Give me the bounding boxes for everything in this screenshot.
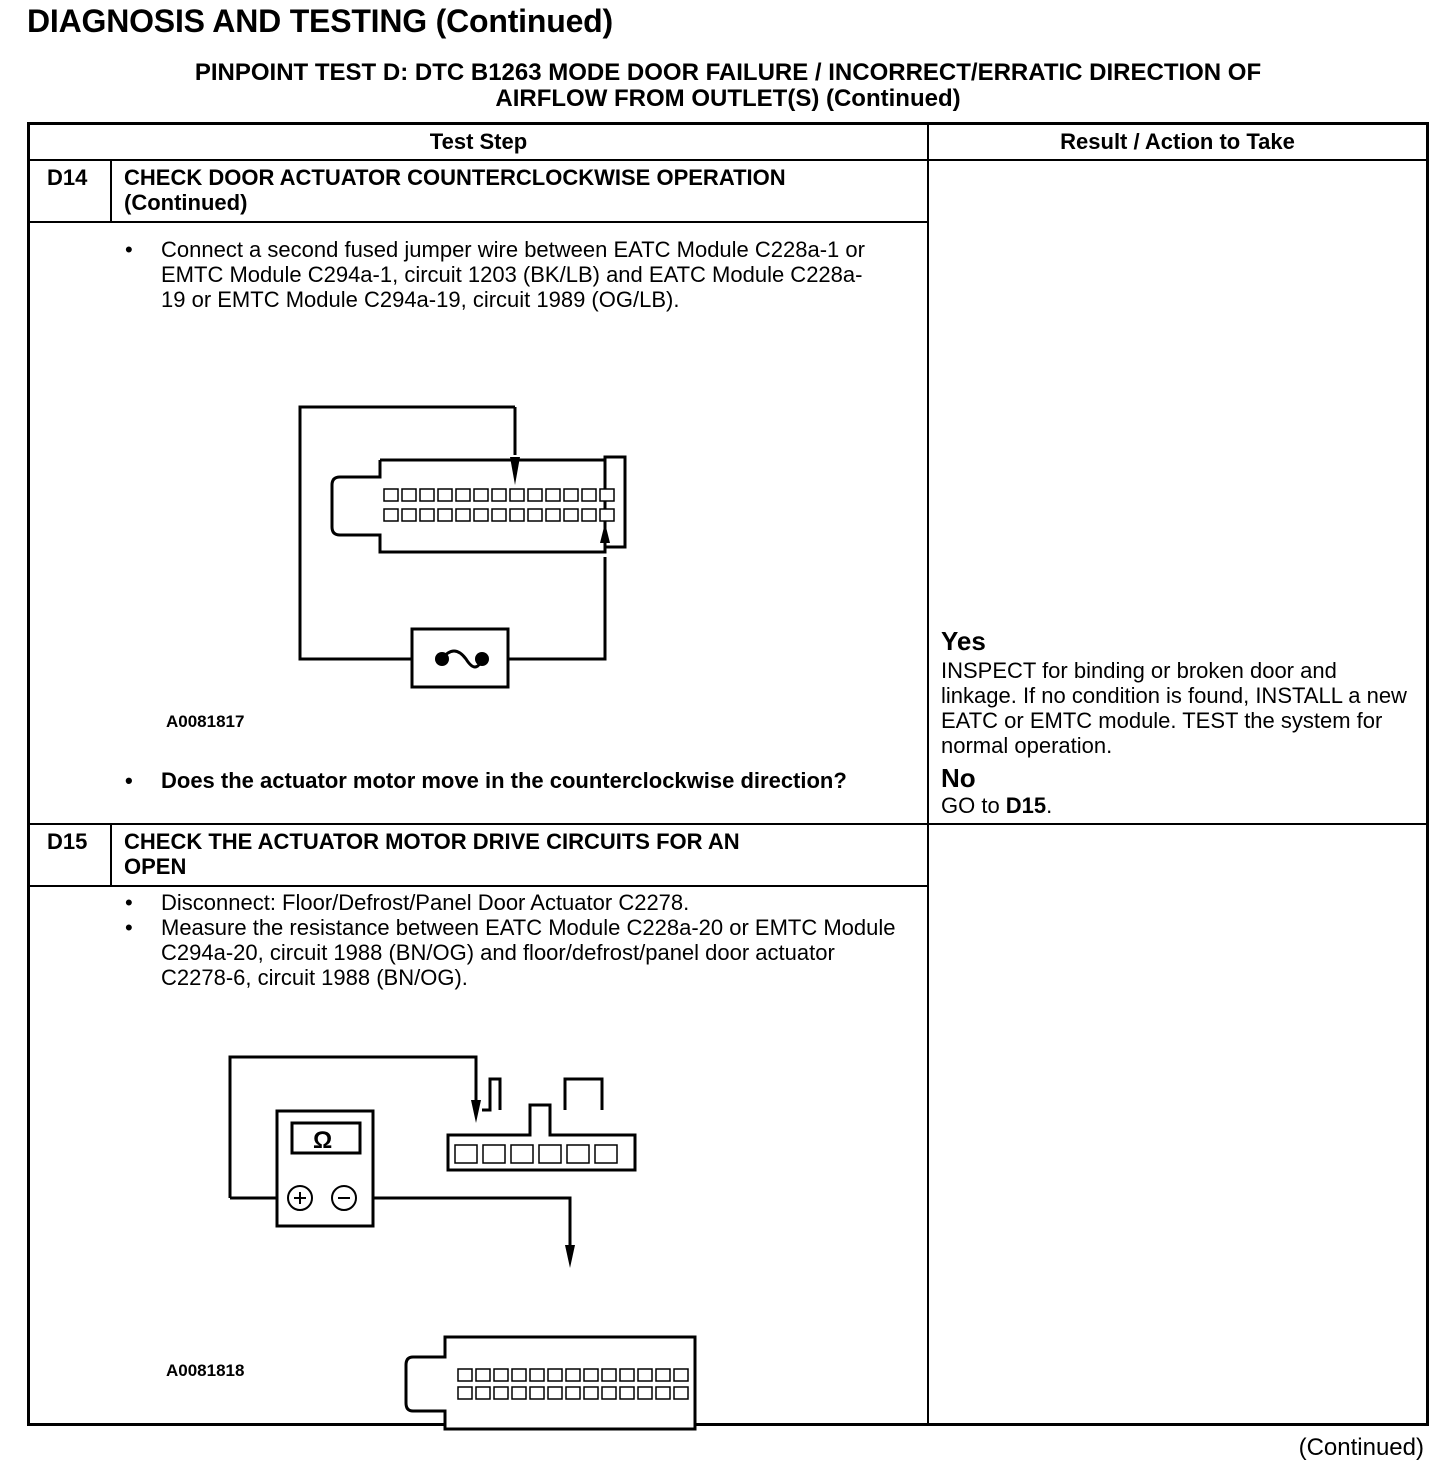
bullet-marker: • (125, 768, 133, 793)
column-header-result: Result / Action to Take (1060, 129, 1295, 154)
result-no-label: No (941, 763, 976, 793)
continued-footer: (Continued) (1298, 1434, 1424, 1461)
result-yes-label: Yes (941, 626, 986, 656)
ohmmeter-diagram (30, 125, 930, 1425)
goto-d15-link[interactable]: D15 (1005, 793, 1047, 818)
result-yes-text: INSPECT for binding or broken door and linkage. If no condition is found, INSTALL a new EATC or EMTC module. TEST the system for normal operation. (941, 658, 1407, 758)
pinpoint-test-table (27, 122, 1429, 1426)
bullet-marker: • (125, 915, 133, 940)
step-title-d14-line-1: CHECK DOOR ACTUATOR COUNTERCLOCKWISE OPERATION (124, 165, 786, 190)
step-title-d15-line-2: OPEN (124, 854, 187, 879)
result-no-prefix: GO to (941, 793, 1006, 818)
page-heading: DIAGNOSIS AND TESTING (Continued) (27, 3, 613, 39)
step-title-d14-line-2: (Continued) (124, 190, 248, 215)
bullet-marker: • (125, 237, 133, 262)
figure-label-d14: A0081817 (166, 712, 245, 731)
ohm-symbol: Ω (313, 1127, 333, 1154)
step-title-d15-line-1: CHECK THE ACTUATOR MOTOR DRIVE CIRCUITS FOR AN (124, 829, 740, 854)
step-id-d14: D14 (47, 165, 88, 190)
d15-instruction-1: Disconnect: Floor/Defrost/Panel Door Actuator C2278. (161, 890, 690, 915)
pinpoint-test-title (27, 60, 1429, 112)
test-title-line-1: PINPOINT TEST D: DTC B1263 MODE DOOR FAILURE / INCORRECT/ERRATIC DIRECTION OF (194, 59, 1262, 86)
step-id-d15: D15 (47, 829, 88, 854)
result-no-suffix: . (1046, 793, 1053, 818)
test-title-line-2: AIRFLOW FROM OUTLET(S) (Continued) (495, 85, 961, 112)
d14-instruction: Connect a second fused jumper wire between EATC Module C228a-1 or EMTC Module C294a-1, circuit 1203 (BK/LB) and EATC Module C228a-19 or EMTC Module C294a-19, circuit 1989 (OG/LB). (161, 237, 865, 312)
column-header-test-step: Test Step (429, 129, 528, 154)
figure-label-d15: A0081818 (166, 1361, 245, 1380)
bullet-marker: • (125, 890, 133, 915)
d14-question: Does the actuator motor move in the counterclockwise direction? (161, 768, 847, 793)
result-no-text (941, 793, 1052, 818)
d15-instruction-2: Measure the resistance between EATC Module C228a-20 or EMTC Module C294a-20, circuit 1988 (BN/OG) and floor/defrost/panel door actuator C2278-6, circuit 1988 (BN/OG). (161, 915, 896, 990)
